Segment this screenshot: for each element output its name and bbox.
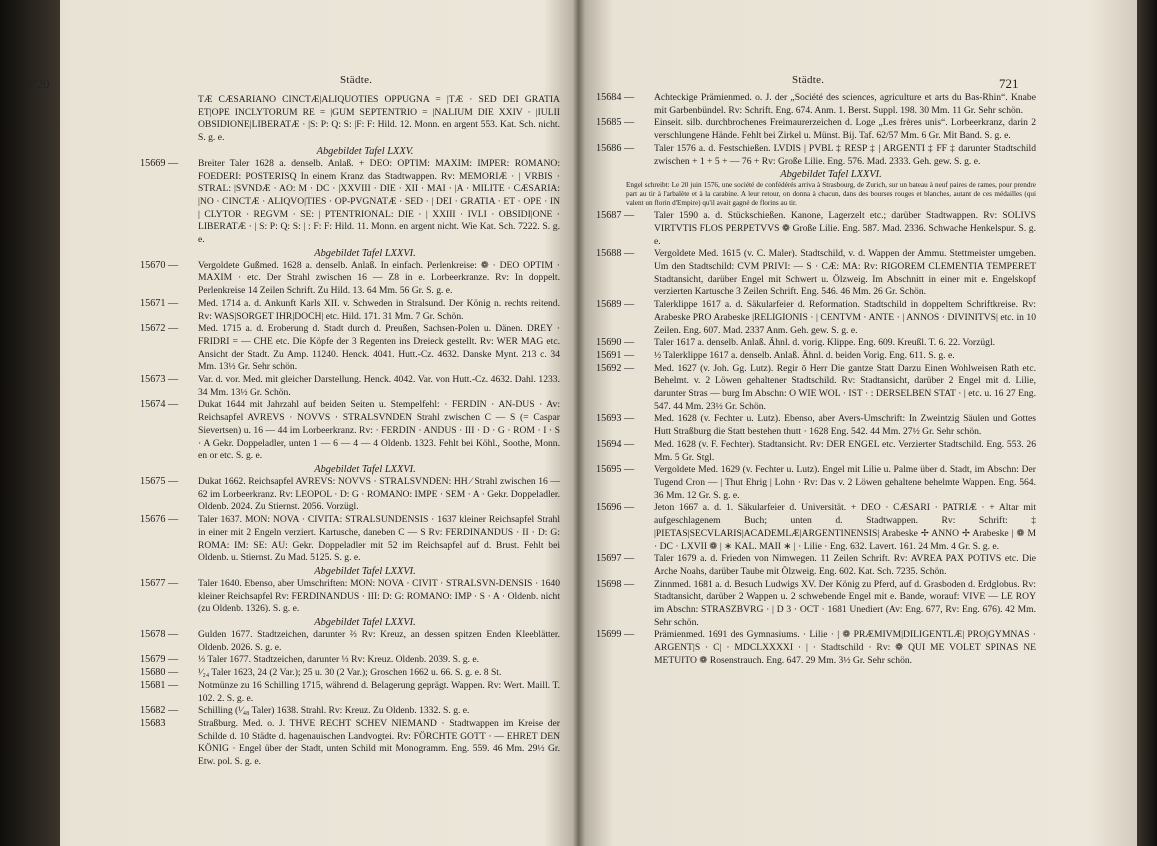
catalog-entry [596, 143, 1036, 168]
entry-number: 15692 — [596, 362, 635, 374]
entry-number: 15677 — [140, 577, 179, 589]
catalog-entry [596, 413, 1036, 438]
plate-reference: Abgebildet Tafel LXXVI. [780, 169, 882, 181]
entry-text: ½ Talerklippe 1617 a. denselb. Anlaß. Ähnl. d. beiden Vorig. Eng. 611. S. g. e. [654, 349, 955, 361]
entry-text: Achteckige Prämienmed. o. J. der „Société des sciences, agriculture et arts du Bas-Rhin“. Knabe mit Garbenbündel. Rv: Schrift. Eng. 674. Anm. 1. Berst. Suppl. 198. 30 Mm. 11 Gr. Sehr schön. [654, 92, 1036, 116]
catalog-entry [596, 210, 1036, 248]
left-page [30, 0, 560, 846]
entry-number: 15696 — [596, 502, 635, 514]
catalog-entry [596, 117, 1036, 142]
catalog-entry [140, 578, 560, 616]
entry-number: 15679 — [140, 654, 179, 666]
catalog-entry [596, 248, 1036, 299]
entry-number: 15684 — [596, 92, 635, 103]
entry-number: 15680 — [140, 667, 179, 679]
right-page [596, 0, 1036, 846]
catalog-entry [140, 323, 560, 374]
entry-number: 15670 — [140, 259, 179, 271]
catalog-entry [140, 476, 560, 514]
entry-number: 15686 — [596, 142, 635, 154]
plate-reference: Abgebildet Tafel LXXV. [316, 145, 414, 157]
entry-number: 15685 — [596, 117, 635, 129]
entry-number: 15695 — [596, 464, 635, 476]
entry-number: 15682 — [140, 705, 179, 717]
left-running-head: Städte. [340, 74, 373, 86]
entry-number: 15691 — [596, 349, 635, 361]
entry-number: 15672 — [140, 323, 179, 335]
entry-text: ¹⁄₂₄ Taler 1623, 24 (2 Var.); 25 u. 30 (2 Var.); Groschen 1662 u. 66. S. g. e. 8 St. [198, 667, 502, 679]
entry-number: 15678 — [140, 629, 179, 641]
catalog-entry [140, 514, 560, 565]
right-running-head: Städte. [792, 74, 825, 86]
catalog-entry [140, 718, 560, 769]
entry-number: 15689 — [596, 299, 635, 311]
catalog-entry [596, 363, 1036, 414]
catalog-entry [140, 667, 560, 680]
entry-number: 15674 — [140, 399, 179, 411]
entry-text: Vergoldete Med. 1615 (v. C. Maler). Stadtschild, v. d. Wappen der Ammu. Stettmeister umgeben. Um den Stadtschild: CVM PRIVI: — S · CÆ: MA: Rv: RIGOREM CLEMENTIA TEMPERET Stadtansicht, darüber Engel mit Schwert u. Ölzweig. Im Abschnitt in einer mit e. Engelskopf verzierten Kartusche 3 Zeilen Schrift. Eng. 546. 46 Mm. 26 Gr. Schön. [654, 248, 1036, 298]
entry-number: 15676 — [140, 514, 179, 526]
entry-text: Taler 1679 a. d. Frieden von Nimwegen. 11 Zeilen Schrift. Rv: AVREA PAX POTIVS etc. Die Arche Noahs, darüber Taube mit Ölzweig. Eng. 602. Kat. Sch. 7235. Schön. [654, 553, 1036, 577]
entry-text: Straßburg. Med. o. J. THVE RECHT SCHEV NIEMAND · Stadtwappen im Kreise der Schilde d. 10 Städte d. hagenauischen Landvogtei. Rv: FÖRCHTE GOTT · — EHRET DEN KÖNIG · Engel über der Stadt, unten Schild mit Monogramm. Eng. 559. 46 Mm. 29½ Gr. Etw. pol. S. g. e. [198, 717, 560, 768]
entry-text: Vergoldete Gußmed. 1628 a. denselb. Anlaß. In einfach. Perlenkreise: ❁ · DEO OPTIM · MAXIM · etc. Der Strahl zwischen 16 — Z8 in e. Lorbeerkranze. Rv: In doppelt. Perlenkreise 14 Zeilen Schrift. Zu Hild. 13. 64 Mm. 56 Gr. S. g. e. [198, 259, 560, 297]
catalog-entry [140, 680, 560, 705]
plate-reference: Abgebildet Tafel LXXVI. [314, 247, 416, 259]
right-book-edge [1137, 0, 1157, 846]
entry-number: 15683 [140, 717, 166, 729]
catalog-entry [596, 579, 1036, 630]
entry-text: Taler 1617 a. denselb. Anlaß. Ähnl. d. vorig. Klippe. Eng. 609. Kreußl. T. 6. 22. Vorzügl. [654, 337, 996, 349]
entry-text: Var. d. vor. Med. mit gleicher Darstellung. Henck. 4042. Var. von Hutt.-Cz. 4632. Dahl. 1233. 34 Mm. 13½ Gr. Schön. [198, 374, 560, 398]
entry-number: 15694 — [596, 438, 635, 450]
catalog-entry [596, 350, 1036, 363]
catalog-entry [596, 464, 1036, 502]
entry-text: ⅓ Taler 1677. Stadtzeichen, darunter ⅓ Rv: Kreuz. Oldenb. 2039. S. g. e. [198, 654, 480, 666]
catalog-entry [596, 337, 1036, 350]
right-page-number: 721 [999, 76, 1019, 91]
catalog-entry [596, 299, 1036, 337]
entry-number: 15681 — [140, 679, 179, 691]
catalog-entry [596, 553, 1036, 578]
entry-text: Med. 1628 (v. Fechter u. Lutz). Ebenso, aber Avers-Umschrift: In Zweintzig Säulen und Gottes Hutt Straßburg die Statt bestehen thutt · 1628 Eng. 542. 44 Mm. 27½ Gr. Sehr schön. [654, 413, 1036, 438]
entry-text: Taler 1576 a. d. Festschießen. LVDIS | PVBL ‡ RESP ‡ | ARGENTI ‡ FF ‡ darunter Stadtschild zwischen + 1 + 5 + — 76 + Rv: Große Lilie. Eng. 576. Mad. 2333. Geh. gew. S. g. e. [654, 142, 1036, 167]
catalog-entry [596, 92, 1036, 117]
entry-text: Dukat 1644 mit Jahrzahl auf beiden Seiten u. Stempelfehl: · FERDIN · AN-DUS · Av: Reichsapfel AVREVS · NOVVS · STRALSVNDEN Strahl zwischen C — S (= Caspar Sievertsen) u. 16 — 44 im Lorbeerkranz. Rv: · FERDIN · ANDUS · III · D · G · ROM · I · S · A Gekr. Doppeladler, unten 1 — 6 — 4 — 4 Oldenb. 1323. Fehlt bei Köhl., Soothe, Monn. en or etc. S. g. e. [198, 399, 560, 462]
entry-number: 15675 — [140, 475, 179, 487]
left-page-number: 720 [30, 76, 50, 91]
entry-text: Med. 1628 (v. F. Fechter). Stadtansicht. Rv: DER ENGEL etc. Verzierter Stadtschild. Eng. 553. 26 Mm. 5 Gr. Stgl. [654, 438, 1036, 463]
entry-number: 15687 — [596, 210, 635, 222]
catalog-entry [596, 502, 1036, 553]
entry-number: 15673 — [140, 374, 179, 386]
entry-text: Zinnmed. 1681 a. d. Besuch Ludwigs XV. Der König zu Pferd, auf d. Grasboden d. Erdglobus. Rv: Stadtansicht, darüber 2 Wappen u. 2 schwebende Engel mit e. Bande, worauf: VIVE — LE ROY im Abschn: STRASZBVRG · | D 3 · OCT · 1681 Unediert (Av: Eng. 677, Rv: Eng. 676). 42 Mm. Sehr schön. [654, 578, 1036, 628]
entry-text: Jeton 1667 a. d. 1. Säkularfeier d. Universität. + DEO · CÆSARI · PATRIÆ · + Altar mit aufgeschlagenem Buch; unten d. Stadtwappen. Rv: Schrift: ‡ |PIETAS|SECVLARIS|ACADEMLÆ|ARGENTINENSIS| Arabeske ✢ ANNO ✢ Arabeske | ❁ M · DC · LXVII ❁ | ∗ KAL. MAII ∗ | · Lilie · Eng. 632. Lavert. 161. 24 Mm. 4 Gr. S. g. e. [654, 502, 1036, 552]
entry-number: 15697 — [596, 553, 635, 565]
entry-text: Talerklippe 1617 a. d. Säkularfeier d. Reformation. Stadtschild in doppeltem Schriftkreise. Rv: Arabeske PRO Arabeske |RELIGIONIS · | CENTVM · ANTE · | ANNOS · DIVINITVS| etc. in 10 Zeilen. Eng. 607. Mad. 2337 Anm. Geh. gew. S. g. e. [654, 299, 1036, 336]
entry-number: 15671 — [140, 297, 179, 309]
catalog-entry [596, 629, 1036, 667]
entry-text: Notmünze zu 16 Schilling 1715, während d. Belagerung geprägt. Wappen. Rv: Wert. Maill. T. 102. 2. S. g. e. [198, 679, 560, 704]
entry-text: Vergoldete Med. 1629 (v. Fechter u. Lutz). Engel mit Lilie u. Palme über d. Stadt, im Abschn: Der Tugend Cron — | Thut Ehrig | Lohn · Rv: Das v. 2 Löwen gehaltene behelmte Wappen. Eng. 564. 36 Mm. 12 Gr. S. g. e. [654, 464, 1036, 501]
entry-text: Prämienmed. 1691 des Gymnasiums. · Lilie · | ❁ PRÆMIVM|DILIGENTLÆ| PRO|GYMNAS · ARGENT|S · C| · MDCLXXXXI · | · Stadtschild · Rv: ❁ QUI ME VOLET SPINAS NE METUITO ❁ Rosenstrauch. Eng. 647. 29 Mm. 3½ Gr. Sehr schön. [654, 629, 1036, 666]
plate-reference: Abgebildet Tafel LXXVI. [314, 565, 416, 577]
entry-number: 15698 — [596, 578, 635, 590]
left-book-edge [0, 0, 60, 846]
catalog-entry [140, 654, 560, 667]
catalog-entry [140, 629, 560, 654]
entry-number: 15690 — [596, 337, 635, 349]
entry-number: 15699 — [596, 629, 635, 641]
entry-number: 15688 — [596, 248, 635, 260]
entry-text: Dukat 1662. Reichsapfel AVREVS: NOVVS · STRALSVNDEN: HH ⁄ Strahl zwischen 16 — 62 im Lorbeerkranz. Rv: LEOPOL · D: G · ROMANO: IMPE · SEM · A · Gekr. Doppeladler. Oldenb. 2024. Zu Stiernst. 2056. Vorzügl. [198, 475, 560, 513]
right-entries [596, 92, 1036, 668]
catalog-entry [140, 399, 560, 463]
plate-reference: Abgebildet Tafel LXXVI. [314, 617, 416, 629]
entry-number: 15693 — [596, 413, 635, 425]
catalog-entry [140, 260, 560, 298]
catalog-entry [140, 158, 560, 247]
catalog-entry [140, 705, 560, 718]
catalog-entry [140, 94, 560, 145]
catalog-entry [140, 374, 560, 399]
entry-text: Taler 1637. MON: NOVA · CIVITA: STRALSUNDENSIS · 1637 kleiner Reichsapfel Strahl in einer mit 2 Engeln verziert. Kartusche, daneben C — S Rv: FERDINANDUS · II · D: G: ROMA: IM: SE: AU: Gekr. Doppeladler mit 52 im Reichsapfel auf d. Brust. Fehlt bei Oldenb. u. Stiernst. Zu Mad. 5125. S. g. e. [198, 514, 560, 564]
entry-text: Med. 1715 a. d. Eroberung d. Stadt durch d. Preußen, Sachsen-Polen u. Dänen. DREY · FRIDRI = — CHE etc. Die Köpfe der 3 Regenten ins Dreieck gestellt. Rv: WER MAG etc. Ansicht der Stadt. Zu Amp. 11240. Henck. 4041. Hutt.-Cz. 4632. Danske Mynt. 213 c. 34 Mm. 13½ Gr. Sehr schön. [198, 323, 560, 373]
catalog-entry [596, 439, 1036, 464]
entry-text: TÆ CÆSARIANO CINCTÆ|ALIQUOTIES OPPUGNA = |TÆ · SED DEI GRATIA ET|OPE INCLYTORUM RE = |GUM SEPTENTRIO = |NALIUM DIE XXIV · |IULII OBSIDIONE|LIBERATÆ · |S: P: Q: S: |F: F: Hild. 12. Monn. en argent 553. Kat. Sch. nicht. S. g. e. [198, 94, 560, 144]
left-entries [140, 94, 560, 769]
entry-text: Gulden 1677. Stadtzeichen, darunter ⅔ Rv: Kreuz, an dessen spitzen Enden Kleeblätter. Oldenb. 2026. S. g. e. [198, 629, 560, 653]
entry-text: Med. 1627 (v. Joh. Gg. Lutz). Regir ō Herr Die gantze Statt Darzu Einen Wohlweisen Rath etc. Behelmt. v. 2 Löwen gehaltener Stadtschild. Rv: Stadtansicht, darüber 2 Engel mit d. Lilie, darunter Stras — burg Im Abschn: O WIE WOL · IST · : DERSELBEN STAT · | etc. u. 16 27 Eng. 547. 44 Mm. 23½ Gr. Schön. [654, 362, 1036, 412]
plate-reference: Abgebildet Tafel LXXVI. [314, 463, 416, 475]
entry-text: Einseit. silb. durchbrochenes Freimaurerzeichen d. Loge „Les frères unis“. Lorbeerkranz, darin 2 verschlungene Hände. Fehlt bei Zirkel u. Münst. Bij. Taf. 62/57 Mm. 6 Gr. Mit Band. S. g. e. [654, 117, 1036, 142]
catalog-entry [140, 298, 560, 323]
entry-number: 15669 — [140, 157, 179, 169]
entry-text: Taler 1640. Ebenso, aber Umschriften: MON: NOVA · CIVIT · STRALSVN-DENSIS · 1640 kleiner Reichsapfel Rv: FERDINANDUS · III: D: G: ROMANO: IMP · S · A · Oldenb. nicht (zu Oldenb. 1326). S. g. e. [198, 577, 560, 615]
entry-text: Taler 1590 a. d. Stückschießen. Kanone, Lagerzelt etc.; darüber Stadtwappen. Rv: SOLIVS VIRTVTIS FLOS PERPETVVS ❁ Große Lilie. Eng. 587. Mad. 2336. Schwache Henkelspur. S. g. e. [654, 210, 1036, 247]
footnote-quote: Engel schreibt: Le 20 juin 1576, une société de confédérés arriva à Strasbourg, de Zurich, sur un bateau à neuf paires de rames, pour prendre part au tir à l'arbalète et à la carabine. A leur retour, on donna à chacun, dans des bourses rouges et blanches, autant de ces médailles (qui valent un florin d'Empire) qu'il avait gagné de florins au tir. [626, 181, 1036, 208]
entry-text: Med. 1714 a. d. Ankunft Karls XII. v. Schweden in Stralsund. Der König n. rechts reitend. Rv: WAS|SORGET IHR|DOCH| etc. Hild. 171. 31 Mm. 7 Gr. Schön. [198, 297, 560, 322]
entry-text: Schilling (¹⁄₄₈ Taler) 1638. Strahl. Rv: Kreuz. Zu Oldenb. 1332. S. g. e. [198, 705, 470, 717]
entry-text: Breiter Taler 1628 a. denselb. Anlaß. + DEO: OPTIM: MAXIM: IMPER: ROMANO: FOEDERI: POSTERISQ In einem Kranz das Stadtwappen. Rv: MEMORIÆ · | VRBIS · STRAL: |SVNDÆ · AO: M · DC · |XXVIII · DIE · XII · MAI · |A · MILITE · CÆSARIA: |NO · CINCTÆ · ALIQVO|TIES · OP-PVGNATÆ · SED · | DEI · GRATIA · ET · OPE · IN | CLYTOR · REGVM · SE: | PTENTRIONAL: DIE · | XXIII · IVLI · OBSIDI|ONE · LIBERATÆ · | S: P: Q: S: | : F: F: Hild. 11. Monn. en argent nicht. Wie Kat. Sch. 7222. S. g. e. [198, 157, 560, 246]
